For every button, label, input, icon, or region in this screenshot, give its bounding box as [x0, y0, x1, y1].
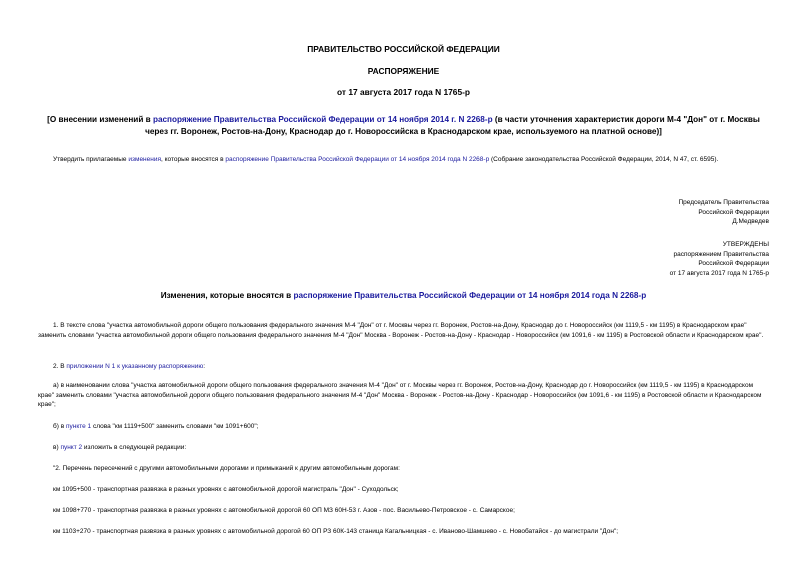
- km-1098: км 1098+770 - транспортная развязка в разных уровнях с автомобильной дорогой 60 ОП МЗ 60Н-53 г. Азов - пос. Васильево-Петровское - с. Самарское;: [53, 507, 515, 514]
- approved-date: от 17 августа 2017 года N 1765-р: [669, 269, 769, 277]
- item-b-post: слова "км 1119+500" заменить словами "км 1091+600";: [91, 423, 259, 430]
- intro-text-2: , которые вносятся в: [161, 156, 226, 163]
- signature-name: Д.Медведев: [732, 218, 769, 226]
- item-v-post: изложить в следующей редакции:: [82, 444, 187, 451]
- signature-block: [678, 198, 769, 227]
- item-2-text: 2. В: [53, 363, 67, 370]
- approved-title: УТВЕРЖДЕНЫ: [722, 241, 769, 248]
- document-type: РАСПОРЯЖЕНИЕ: [367, 66, 440, 76]
- quoted-item-2: "2. Перечень пересечений с другими автомобильными дорогами и примыканий к другим автомобильным дорогам:: [53, 465, 400, 472]
- item-b-pre: б) в: [53, 423, 66, 430]
- title-open: [О внесении изменений в: [47, 115, 153, 124]
- intro-text-3: (Собрание законодательства Российской Федерации, 2014, N 47, ст. 6595).: [489, 156, 719, 163]
- document-date-number: от 17 августа 2017 года N 1765-р: [336, 87, 471, 97]
- approved-by: распоряжением Правительства: [673, 250, 769, 258]
- point-1-link[interactable]: пункте 1: [65, 423, 92, 430]
- document-title: [38, 114, 769, 137]
- item-a: а) в наименовании слова "участка автомобильной дороги общего пользования федерального значения М-4 "Дон" от г. Москвы через гг. Воронеж, Ростов-на-Дону, Краснодар до г. Новороссийск (км 1119,5 - км 1195) в Краснодарском крае" заменить словами "участка автомобильной дороги общего пользования федерального значения М-4 "Дон" Москва - Воронеж - Ростов-на-Дону - Краснодар - Новороссийск (км 1091,6 - км 1195) в Ростовской области и Краснодарском крае";: [38, 382, 762, 409]
- changes-title: [38, 290, 769, 302]
- changes-link[interactable]: изменения: [128, 156, 161, 163]
- signature-position: Председатель Правительства: [678, 199, 769, 206]
- changes-title-link[interactable]: распоряжение Правительства Российской Федерации от 14 ноября 2014 года N 2268-р: [293, 291, 647, 300]
- title-rest: (в части уточнения характеристик дороги М-4 "Дон" от г. Москвы через гг. Воронеж, Ростов-на-Дону, Краснодар до г. Новороссийска в Краснодарском крае, используемого на платной основе)]: [145, 115, 760, 136]
- appendix-link[interactable]: приложении N 1 к указанному распоряжению: [66, 363, 204, 370]
- point-2-link[interactable]: пункт 2: [60, 444, 83, 451]
- intro-paragraph: [38, 155, 769, 165]
- approved-block: [670, 240, 769, 278]
- intro-text-1: Утвердить прилагаемые: [53, 156, 129, 163]
- item-2-colon: :: [203, 363, 206, 370]
- item-v: [38, 443, 769, 453]
- signature-org: Российской Федерации: [698, 208, 769, 216]
- order-link[interactable]: распоряжение Правительства Российской Федерации от 14 ноября 2014 года N 2268-р: [225, 156, 490, 163]
- item-1: 1. В тексте слова "участка автомобильной дороги общего пользования федерального значения М-4 "Дон" от г. Москвы через гг. Воронеж, Ростов-на-Дону, Краснодар до г. Новороссийск (км 1119,5 - км 1195) в Краснодарском крае" заменить словами "участка автомобильной дороги общего пользования федерального значения М-4 "Дон" Москва - Воронеж - Ростов-на-Дону - Краснодар - Новороссийск (км 1091,6 - км 1195) в Ростовской области и Краснодарском крае".: [38, 322, 764, 339]
- approved-org: Российской Федерации: [698, 260, 769, 268]
- title-link[interactable]: распоряжение Правительства Российской Федерации от 14 ноября 2014 г. N 2268-р: [152, 115, 493, 124]
- item-2: [38, 362, 769, 372]
- km-1103: км 1103+270 - транспортная развязка в разных уровнях с автомобильной дорогой 60 ОП РЗ 60К-143 станица Кагальницкая - с. Иваново-Шамшево - с. Новобатайск - до магистрали "Дон";: [53, 528, 619, 535]
- changes-title-text: Изменения, которые вносятся в: [160, 291, 294, 300]
- km-1095: км 1095+500 - транспортная развязка в разных уровнях с автомобильной дорогой магистраль "Дон" - Суходольск;: [53, 486, 399, 493]
- government-heading: ПРАВИТЕЛЬСТВО РОССИЙСКОЙ ФЕДЕРАЦИИ: [307, 44, 500, 54]
- item-v-pre: в): [53, 444, 61, 451]
- item-b: [38, 422, 769, 432]
